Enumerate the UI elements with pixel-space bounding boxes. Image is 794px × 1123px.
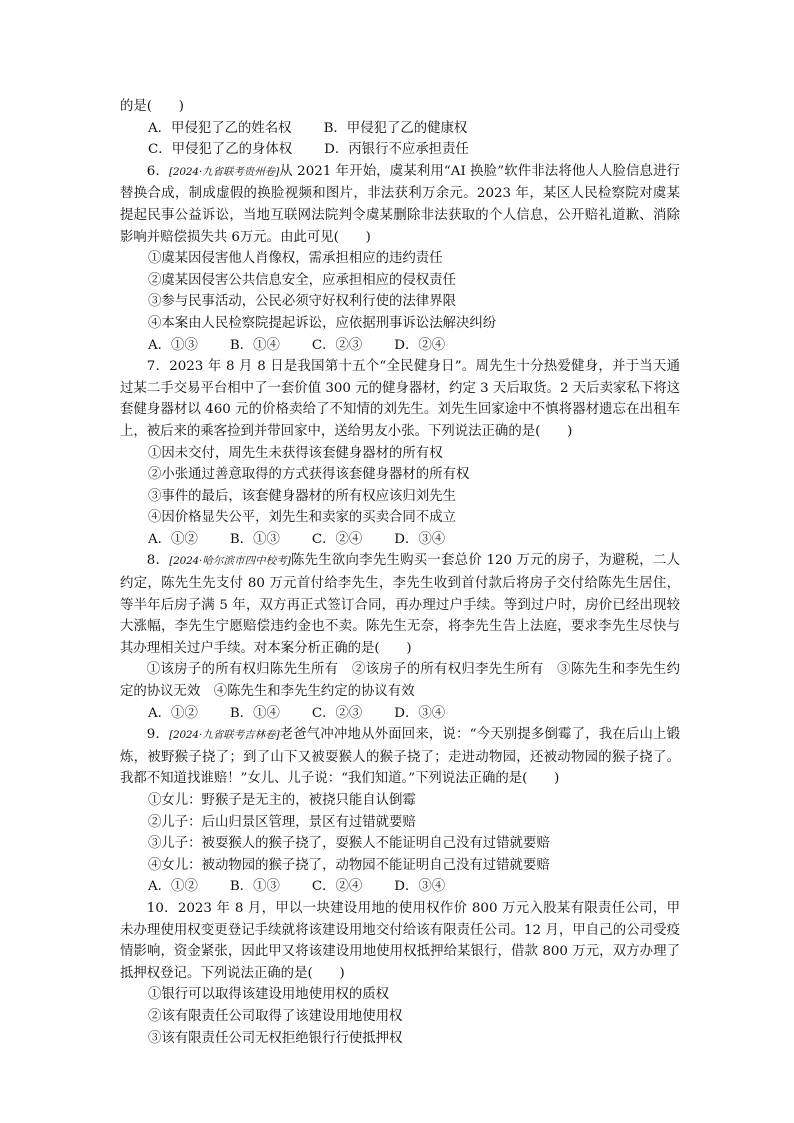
option-c: C．甲侵犯了乙的身体权 xyxy=(148,142,293,158)
choice-d: D．③④ xyxy=(394,879,446,895)
question-9-item-4: ④女儿：被动物园的猴子挠了，动物园不能证明自己没有过错就要赔 xyxy=(148,857,550,873)
question-6-item-2: ②虞某因侵害公共信息安全，应承担相应的侵权责任 xyxy=(148,272,456,288)
question-6-item-1: ①虞某因侵害他人肖像权，需承担相应的违约责任 xyxy=(148,251,443,267)
question-7-item-2: ②小张通过善意取得的方式获得该套健身器材的所有权 xyxy=(148,467,470,483)
question-6-item-4: ④本案由人民检察院提起诉讼，应依据刑事诉讼法解决纠纷 xyxy=(148,315,497,331)
question-10-stem xyxy=(120,898,680,984)
question-7-number: 7． xyxy=(146,359,170,375)
question-8-choices xyxy=(120,703,680,725)
choice-a: A．①② xyxy=(148,879,198,895)
question-6-text: 从 2021 年开始，虞某利用“AI 换脸”软件非法将他人人脸信息进行替换合成，制成虚假的换脸视频和图片，非法获利万余元。2023 年，某区人民检察院对虞某提起民事公益诉讼，当地互联网法院判令虞某删除非法获取的个人信息，公开赔礼道歉、消除影响并赔偿损失共 6万元。由此可见( ) xyxy=(120,163,680,245)
question-8-text: 陈先生欲向李先生购买一套总价 120 万元的房子，为避税，二人约定，陈先生先支付 80 万元首付给李先生，李先生收到首付款后将房子交付给陈先生居住，等半年后房子满 5 年，双方再正式签订合同，再办理过户手续。等到过户时，房价已经出现较大涨幅，李先生宁愿赔偿违约金也不卖。陈先生无奈，将李先生告上法庭，要求李先生尽快与其办理相关过户手续。对本案分析正确的是( ) xyxy=(120,553,680,656)
question-7-item-4: ④因价格显失公平，刘先生和卖家的买卖合同不成立 xyxy=(148,510,456,526)
question-10-item-1: ①银行可以取得该建设用地使用权的质权 xyxy=(148,987,390,1003)
choice-c: C．②③ xyxy=(311,705,363,721)
option-d: D．丙银行不应承担责任 xyxy=(324,142,469,158)
choice-c: C．②③ xyxy=(311,337,363,353)
question-9-number: 9． xyxy=(146,727,170,743)
choice-b: B．①③ xyxy=(229,879,280,895)
fragment-tail: 的是( ) xyxy=(120,99,185,114)
question-7-text: 2023 年 8 月 8 日是我国第十五个“全民健身日”。周先生十分热爱健身，并于当天通过某二手交易平台相中了一套价值 300 元的健身器材，约定 3 天后取货。2 天后卖家私下将这套健身器材以 460 元的价格卖给了不知情的刘先生。刘先生回家途中不慎将器材遗忘在出租车上，被后来的乘客捡到并带回家中，送给男友小张。下列说法正确的是( ) xyxy=(120,359,680,439)
question-7-item-1: ①因未交付，周先生未获得该套健身器材的所有权 xyxy=(148,445,443,461)
question-10-text: 2023 年 8 月，甲以一块建设用地的使用权作价 800 万元入股某有限责任公司，甲未办理使用权变更登记手续就将该建设用地交付给该有限责任公司。12 月，甲自己的公司受疫情影响，资金紧张，因此甲又将该建设用地使用权抵押给某银行，借款 800 万元，双方办理了抵押权登记。下列说法正确的是( ) xyxy=(120,900,680,981)
option-a: A．甲侵犯了乙的姓名权 xyxy=(148,120,292,136)
choice-d: D．②④ xyxy=(394,337,446,353)
question-9-text: 老爸气冲冲地从外面回来，说：“今天别提多倒霉了，我在后山上锻炼，被野猴子挠了；到了山下又被耍猴人的猴子挠了；走进动物园，还被动物园的猴子挠了。我都不知道找谁赔！”女儿、儿子说：“我们知道。”下列说法正确的是( ) xyxy=(120,727,681,787)
question-column xyxy=(120,96,680,1049)
question-8-items: ①该房子的所有权归陈先生所有 ②该房子的所有权归李先生所有 ③陈先生和李先生约定的协议无效 ④陈先生和李先生约定的协议有效 xyxy=(120,662,680,700)
question-10-item-3: ③该有限责任公司无权拒绝银行行使抵押权 xyxy=(148,1030,403,1046)
choice-a: A．①② xyxy=(148,531,198,547)
question-6-stem xyxy=(120,161,680,248)
choice-a: A．①② xyxy=(148,705,198,721)
question-9-choices xyxy=(120,876,680,898)
choice-b: B．①④ xyxy=(229,705,280,721)
fragment-options-row-1 xyxy=(120,118,680,140)
choice-b: B．①④ xyxy=(229,337,280,353)
option-b: B．甲侵犯了乙的健康权 xyxy=(323,120,468,136)
fragment-options-row-2 xyxy=(120,139,680,161)
question-7-item-3: ③事件的最后，该套健身器材的所有权应该归刘先生 xyxy=(148,488,456,504)
choice-b: B．①③ xyxy=(229,531,280,547)
choice-d: D．③④ xyxy=(394,705,446,721)
question-7-stem xyxy=(120,356,680,442)
question-9-source: [2024·九省联考吉林卷] xyxy=(169,729,280,742)
question-10-number: 10． xyxy=(146,900,178,916)
question-6-item-3: ③参与民事活动，公民必须守好权利行使的法律界限 xyxy=(148,294,456,310)
question-9-stem xyxy=(120,724,680,790)
question-9-item-2: ②儿子：后山归景区管理，景区有过错就要赔 xyxy=(148,814,416,830)
question-9-item-1: ①女儿：野猴子是无主的，被挠只能自认倒霉 xyxy=(148,793,416,808)
question-8-source: [2024·哈尔滨市四中校考] xyxy=(169,555,291,568)
question-8-stem xyxy=(120,550,680,659)
choice-a: A．①③ xyxy=(148,337,198,353)
choice-c: C．②④ xyxy=(311,879,363,895)
question-6-choices xyxy=(120,335,680,357)
choice-d: D．③④ xyxy=(394,531,446,547)
question-6-number: 6． xyxy=(146,163,169,179)
question-9-item-3: ③儿子：被耍猴人的猴子挠了，耍猴人不能证明自己没有过错就要赔 xyxy=(148,836,550,852)
question-7-choices xyxy=(120,529,680,551)
choice-c: C．②④ xyxy=(311,531,363,547)
question-8-number: 8． xyxy=(146,553,170,569)
question-10-item-2: ②该有限责任公司取得了该建设用地使用权 xyxy=(148,1008,403,1024)
question-6-source: [2024·九省联考贵州卷] xyxy=(169,165,280,178)
